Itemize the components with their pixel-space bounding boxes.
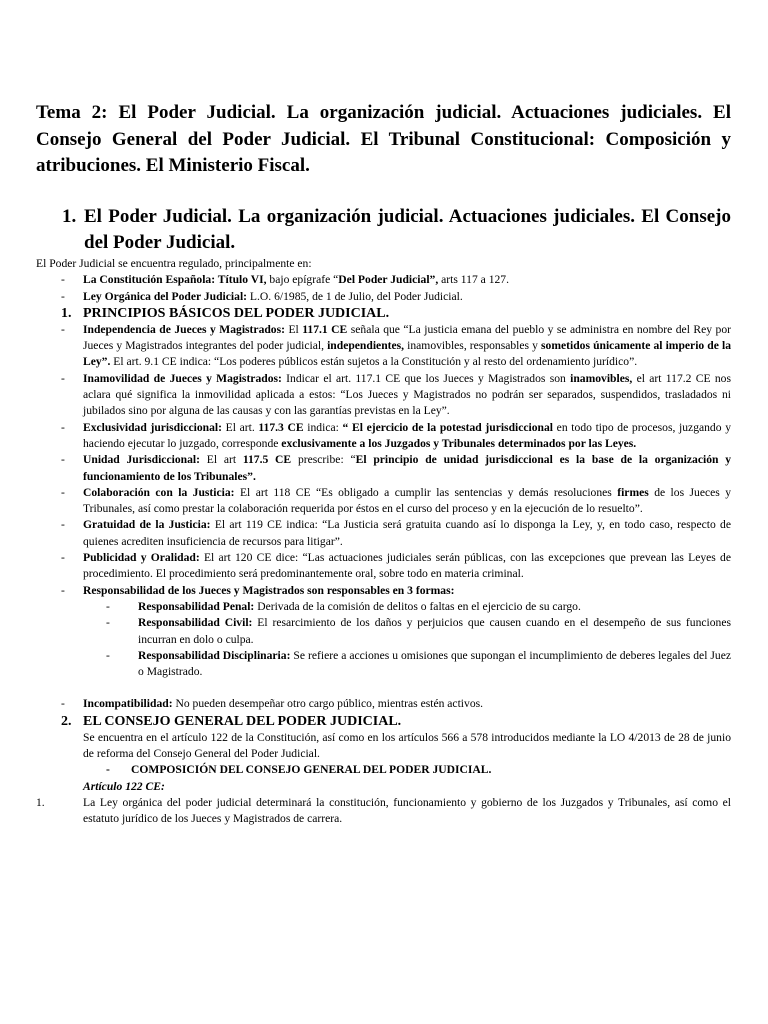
principio-inamovilidad: - Inamovilidad de Jueces y Magistrados: Indicar el art. 117.1 CE que los Jueces y Magistrados son inamovibles, el art 117.2 CE nos aclara qué significa la inmovilidad aplicada a estos: “Los Jueces y Magistrados no podrán ser separados, suspendidos, trasladados ni jubilados sino por alguna de las causas y con las garantías previstas en la Ley”. bbox=[61, 371, 731, 418]
responsabilidad-disciplinaria: - Responsabilidad Disciplinaria: Se refiere a acciones u omisiones que supongan el incumplimiento de deberes legales del Juez o Magistrado. bbox=[106, 648, 731, 679]
document-body bbox=[36, 256, 731, 828]
cgpj-paragraph: Se encuentra en el artículo 122 de la Constitución, así como en los artículos 566 a 578 introducidos mediante la LO 4/2013 de 28 de junio de reforma del Consejo General del Poder Judicial. bbox=[83, 730, 731, 761]
cgpj-heading: 2. EL CONSEJO GENERAL DEL PODER JUDICIAL. bbox=[61, 713, 402, 729]
articulo-122-label: Artículo 122 CE: bbox=[83, 779, 165, 793]
principio-gratuidad: - Gratuidad de la Justicia: El art 119 CE indica: “La Justicia será gratuita cuando así lo disponga la Ley, y, en todo caso, respecto de quienes acrediten insuficiencia de recursos para litigar”. bbox=[61, 518, 731, 548]
intro-text: El Poder Judicial se encuentra regulado, principalmente en: bbox=[36, 257, 312, 270]
section-1-heading bbox=[62, 204, 731, 256]
document-title: Tema 2: El Poder Judicial. La organización judicial. Actuaciones judiciales. El Consejo General del Poder Judicial. El Tribunal Constitucional: Composición y atribuciones. El Ministerio Fiscal. bbox=[36, 102, 731, 176]
articulo-122-item-1: 1. La Ley orgánica del poder judicial determinará la constitución, funcionamiento y gobierno de los Juzgados y Tribunales, así como el estatuto jurídico de los Jueces y Magistrados de carrera. bbox=[36, 795, 731, 826]
principio-incompatibilidad: - Incompatibilidad: No pueden desempeñar otro cargo público, mientras estén activos. bbox=[61, 697, 484, 711]
principio-responsabilidad: - Responsabilidad de los Jueces y Magistrados son responsables en 3 formas: bbox=[61, 583, 455, 597]
principio-unidad: - Unidad Jurisdiccional: El art 117.5 CE prescribe: “El principio de unidad jurisdiccional es la base de la organización y funcionamiento de los Tribunales”. bbox=[61, 453, 732, 483]
responsabilidad-penal: - Responsabilidad Penal: Derivada de la comisión de delitos o faltas en el ejercicio de su cargo. bbox=[106, 599, 581, 613]
principio-publicidad: - Publicidad y Oralidad: El art 120 CE dice: “Las actuaciones judiciales serán públicas, con las excepciones que prevean las Leyes de procedimiento. El procedimiento será predominantemente oral, sobre todo en materia criminal. bbox=[61, 551, 732, 581]
section-1-number: 1. bbox=[62, 206, 77, 227]
principio-independencia: - Independencia de Jueces y Magistrados: El 117.1 CE señala que “La justicia emana del pueblo y se administra en nombre del Rey por Jueces y Magistrados integrantes del poder judicial, independientes, inamovibles, responsables y sometidos únicamente al imperio de la Ley”. El art. 9.1 CE indica: “Los poderes públicos están sujetos a la Constitución y al resto del ordenamiento jurídico”. bbox=[61, 322, 732, 369]
principio-exclusividad: - Exclusividad jurisdiccional: El art. 117.3 CE indica: “ El ejercicio de la potestad jurisdiccional en todo tipo de procesos, juzgando y haciendo ejecutar lo juzgado, corresponde exclusivamente a los Juzgados y Tribunales determinados por las Leyes. bbox=[61, 420, 731, 450]
principios-heading: 1. PRINCIPIOS BÁSICOS DEL PODER JUDICIAL. bbox=[61, 305, 390, 321]
section-1-title: El Poder Judicial. La organización judicial. Actuaciones judiciales. El Consejo del Poder Judicial. bbox=[84, 206, 731, 253]
list-item-constitucion: - La Constitución Española: Título VI, bajo epígrafe “Del Poder Judicial”, arts 117 a 127. bbox=[61, 273, 509, 287]
principio-colaboracion: - Colaboración con la Justicia: El art 118 CE “Es obligado a cumplir las sentencias y demás resoluciones firmes de los Jueces y Tribunales, así como prestar la colaboración requerida por éstos en el curso del proceso y en la ejecución de lo resuelto”. bbox=[61, 485, 731, 516]
cgpj-composicion-heading: - COMPOSICIÓN DEL CONSEJO GENERAL DEL PODER JUDICIAL. bbox=[106, 763, 492, 777]
responsabilidad-civil: - Responsabilidad Civil: El resarcimiento de los daños y perjuicios que causen cuando en el desempeño de sus funciones incurran en dolo o culpa. bbox=[106, 616, 731, 646]
list-item-lopj: - Ley Orgánica del Poder Judicial: L.O. 6/1985, de 1 de Julio, del Poder Judicial. bbox=[61, 289, 463, 303]
